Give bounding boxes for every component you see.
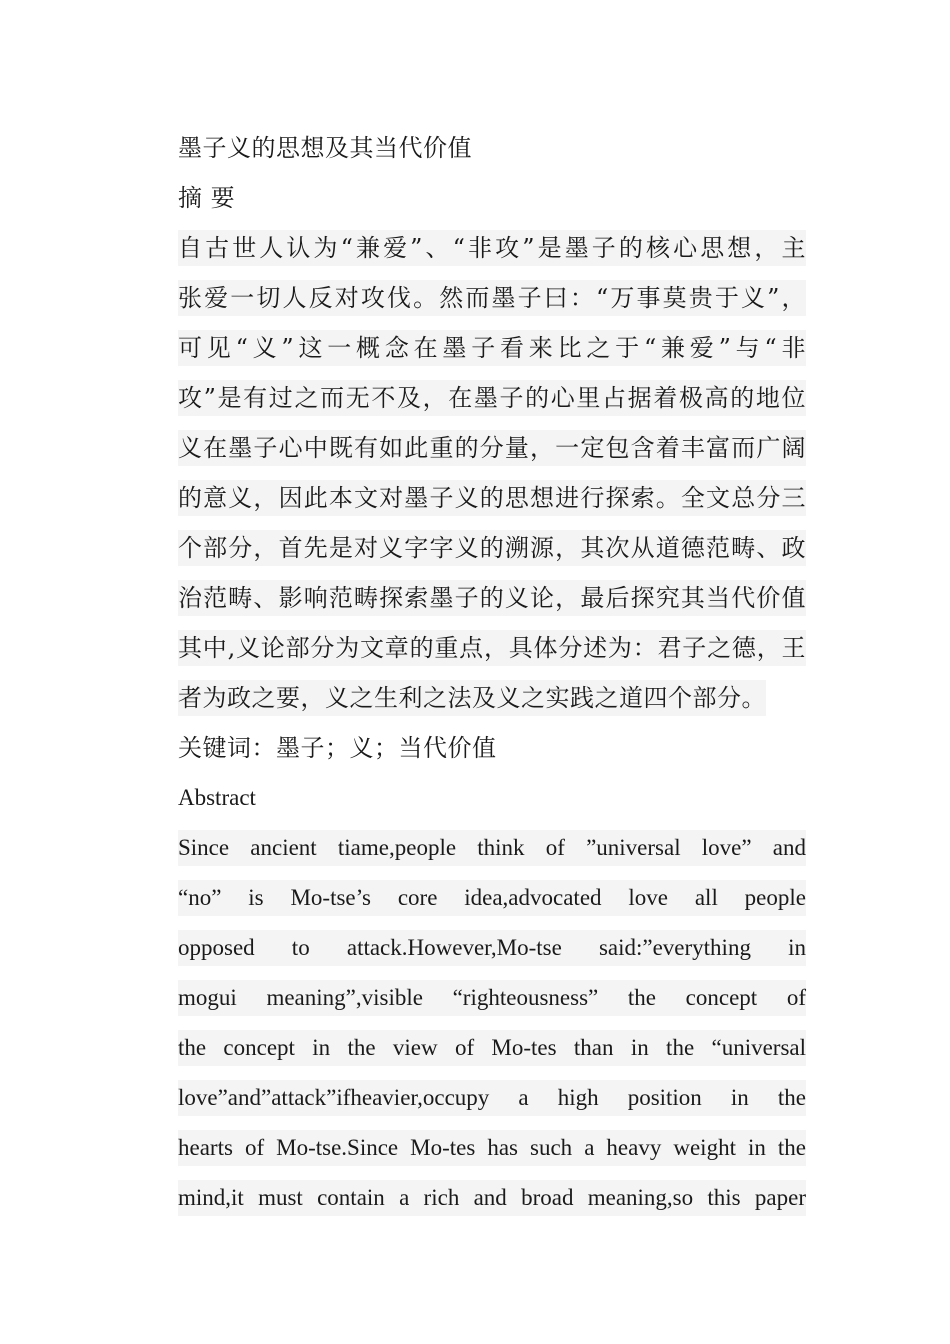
abstract-en-line: mogui meaning”,visible “righteousness” the concept of: [178, 980, 806, 1016]
abstract-en-line: hearts of Mo-tse.Since Mo-tes has such a heavy weight in the: [178, 1130, 806, 1166]
abstract-en-heading: Abstract: [178, 785, 256, 810]
abstract-cn-line: 张爱一切人反对攻伐。然而墨子曰：“万事莫贵于义”，: [178, 280, 806, 316]
abstract-en-line: opposed to attack.However,Mo-tse said:”everything in: [178, 930, 806, 966]
abstract-en-line: the concept in the view of Mo-tes than in the “universal: [178, 1030, 806, 1066]
abstract-en-line: love”and”attack”ifheavier,occupy a high position in the: [178, 1080, 806, 1116]
abstract-en-line: Since ancient tiame,people think of ”universal love” and: [178, 830, 806, 866]
abstract-cn-line: 治范畴、影响范畴探索墨子的义论，最后探究其当代价值: [178, 580, 806, 616]
abstract-cn-line: 义在墨子心中既有如此重的分量，一定包含着丰富而广阔: [178, 430, 806, 466]
abstract-cn-line: 可见“义”这一概念在墨子看来比之于“兼爱”与“非: [178, 330, 806, 366]
abstract-en-line: mind,it must contain a rich and broad meaning,so this paper: [178, 1180, 806, 1216]
abstract-cn-line: 的意义，因此本文对墨子义的思想进行探索。全文总分三: [178, 480, 806, 516]
keywords-line: 关键词：墨子；义；当代价值: [178, 734, 497, 762]
abstract-cn-line: 其中,义论部分为文章的重点，具体分述为：君子之德，王: [178, 630, 806, 666]
abstract-en-line: “no” is Mo-tse’s core idea,advocated love all people: [178, 880, 806, 916]
document-title: 墨子义的思想及其当代价值: [178, 134, 472, 162]
abstract-cn-line: 个部分，首先是对义字字义的溯源，其次从道德范畴、政: [178, 530, 806, 566]
abstract-cn-line: 者为政之要，义之生利之法及义之实践之道四个部分。: [178, 680, 766, 716]
abstract-cn-line: 自古世人认为“兼爱”、“非攻”是墨子的核心思想，主: [178, 230, 806, 266]
abstract-cn-line: 攻”是有过之而无不及，在墨子的心里占据着极高的地位: [178, 380, 806, 416]
abstract-heading: 摘 要: [178, 184, 236, 212]
